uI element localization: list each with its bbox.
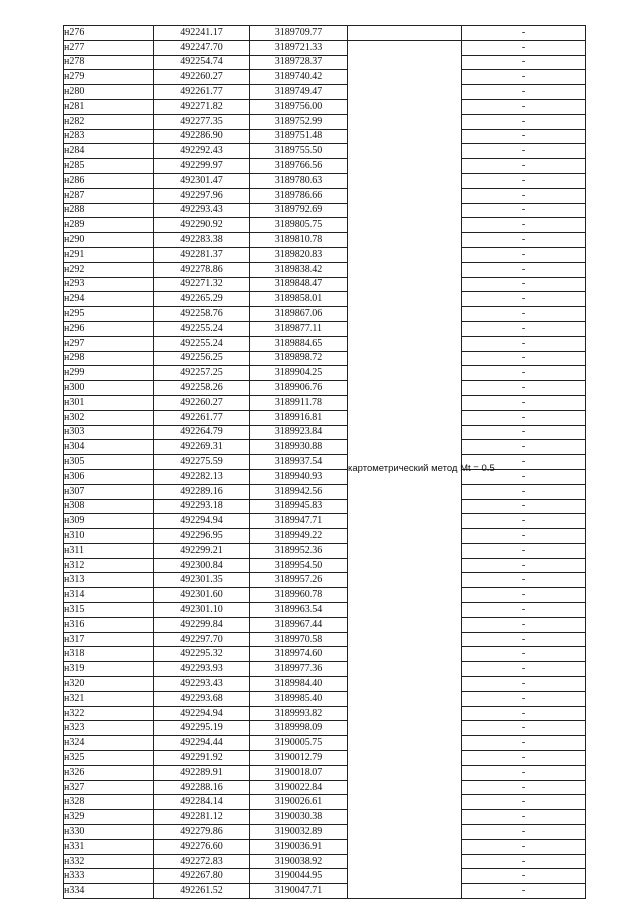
x-coordinate-cell: 492278.86 bbox=[154, 262, 250, 277]
accuracy-cell: - bbox=[462, 159, 586, 174]
table-row bbox=[64, 647, 586, 662]
table-row bbox=[64, 188, 586, 203]
table-row bbox=[64, 262, 586, 277]
table-row bbox=[64, 40, 586, 55]
point-name-cell: н329 bbox=[64, 810, 154, 825]
x-coordinate-cell: 492295.32 bbox=[154, 647, 250, 662]
table-row bbox=[64, 85, 586, 100]
accuracy-cell: - bbox=[462, 869, 586, 884]
point-name-cell: н287 bbox=[64, 188, 154, 203]
accuracy-cell: - bbox=[462, 825, 586, 840]
y-coordinate-cell: 3189957.26 bbox=[250, 573, 348, 588]
table-row bbox=[64, 795, 586, 810]
table-row bbox=[64, 99, 586, 114]
point-name-cell: н304 bbox=[64, 440, 154, 455]
y-coordinate-cell: 3189820.83 bbox=[250, 247, 348, 262]
x-coordinate-cell: 492296.95 bbox=[154, 529, 250, 544]
accuracy-cell: - bbox=[462, 839, 586, 854]
table-row bbox=[64, 218, 586, 233]
point-name-cell: н327 bbox=[64, 780, 154, 795]
point-name-cell: н330 bbox=[64, 825, 154, 840]
point-name-cell: н309 bbox=[64, 514, 154, 529]
point-name-cell: н311 bbox=[64, 543, 154, 558]
table-row bbox=[64, 440, 586, 455]
x-coordinate-cell: 492291.92 bbox=[154, 751, 250, 766]
accuracy-cell: - bbox=[462, 529, 586, 544]
point-name-cell: н291 bbox=[64, 247, 154, 262]
y-coordinate-cell: 3190005.75 bbox=[250, 736, 348, 751]
x-coordinate-cell: 492261.77 bbox=[154, 410, 250, 425]
empty-method-cell bbox=[348, 26, 462, 41]
table-row bbox=[64, 543, 586, 558]
y-coordinate-cell: 3189985.40 bbox=[250, 691, 348, 706]
accuracy-cell: - bbox=[462, 632, 586, 647]
accuracy-cell: - bbox=[462, 99, 586, 114]
point-name-cell: н286 bbox=[64, 173, 154, 188]
table-row bbox=[64, 825, 586, 840]
table-row bbox=[64, 869, 586, 884]
point-name-cell: н283 bbox=[64, 129, 154, 144]
y-coordinate-cell: 3189709.77 bbox=[250, 26, 348, 41]
table-row bbox=[64, 307, 586, 322]
y-coordinate-cell: 3189952.36 bbox=[250, 543, 348, 558]
x-coordinate-cell: 492293.93 bbox=[154, 662, 250, 677]
y-coordinate-cell: 3190032.89 bbox=[250, 825, 348, 840]
accuracy-cell: - bbox=[462, 662, 586, 677]
point-name-cell: н333 bbox=[64, 869, 154, 884]
y-coordinate-cell: 3189728.37 bbox=[250, 55, 348, 70]
point-name-cell: н288 bbox=[64, 203, 154, 218]
table-row bbox=[64, 395, 586, 410]
x-coordinate-cell: 492255.24 bbox=[154, 321, 250, 336]
y-coordinate-cell: 3190036.91 bbox=[250, 839, 348, 854]
accuracy-cell: - bbox=[462, 247, 586, 262]
table-row bbox=[64, 677, 586, 692]
y-coordinate-cell: 3190047.71 bbox=[250, 884, 348, 899]
x-coordinate-cell: 492277.35 bbox=[154, 114, 250, 129]
point-name-cell: н328 bbox=[64, 795, 154, 810]
x-coordinate-cell: 492282.13 bbox=[154, 469, 250, 484]
table-row bbox=[64, 381, 586, 396]
y-coordinate-cell: 3189937.54 bbox=[250, 455, 348, 470]
x-coordinate-cell: 492292.43 bbox=[154, 144, 250, 159]
y-coordinate-cell: 3189848.47 bbox=[250, 277, 348, 292]
point-name-cell: н308 bbox=[64, 499, 154, 514]
x-coordinate-cell: 492294.44 bbox=[154, 736, 250, 751]
x-coordinate-cell: 492267.80 bbox=[154, 869, 250, 884]
table-row bbox=[64, 469, 586, 484]
point-name-cell: н317 bbox=[64, 632, 154, 647]
table-row bbox=[64, 233, 586, 248]
x-coordinate-cell: 492293.68 bbox=[154, 691, 250, 706]
table-row bbox=[64, 529, 586, 544]
y-coordinate-cell: 3189838.42 bbox=[250, 262, 348, 277]
x-coordinate-cell: 492261.52 bbox=[154, 884, 250, 899]
point-name-cell: н301 bbox=[64, 395, 154, 410]
point-name-cell: н290 bbox=[64, 233, 154, 248]
x-coordinate-cell: 492265.29 bbox=[154, 292, 250, 307]
y-coordinate-cell: 3189786.66 bbox=[250, 188, 348, 203]
y-coordinate-cell: 3189911.78 bbox=[250, 395, 348, 410]
x-coordinate-cell: 492301.60 bbox=[154, 588, 250, 603]
accuracy-cell: - bbox=[462, 884, 586, 899]
table-row bbox=[64, 336, 586, 351]
point-name-cell: н289 bbox=[64, 218, 154, 233]
table-row bbox=[64, 558, 586, 573]
y-coordinate-cell: 3189916.81 bbox=[250, 410, 348, 425]
x-coordinate-cell: 492293.18 bbox=[154, 499, 250, 514]
accuracy-cell: - bbox=[462, 173, 586, 188]
accuracy-cell: - bbox=[462, 617, 586, 632]
accuracy-cell: - bbox=[462, 218, 586, 233]
accuracy-cell: - bbox=[462, 588, 586, 603]
x-coordinate-cell: 492294.94 bbox=[154, 706, 250, 721]
table-row bbox=[64, 691, 586, 706]
table-row bbox=[64, 617, 586, 632]
y-coordinate-cell: 3189766.56 bbox=[250, 159, 348, 174]
accuracy-cell: - bbox=[462, 203, 586, 218]
accuracy-cell: - bbox=[462, 736, 586, 751]
y-coordinate-cell: 3190038.92 bbox=[250, 854, 348, 869]
coordinates-table bbox=[63, 25, 586, 899]
table-row bbox=[64, 114, 586, 129]
accuracy-cell: - bbox=[462, 277, 586, 292]
accuracy-cell: - bbox=[462, 469, 586, 484]
x-coordinate-cell: 492260.27 bbox=[154, 395, 250, 410]
x-coordinate-cell: 492300.84 bbox=[154, 558, 250, 573]
accuracy-cell: - bbox=[462, 677, 586, 692]
x-coordinate-cell: 492257.25 bbox=[154, 366, 250, 381]
y-coordinate-cell: 3189756.00 bbox=[250, 99, 348, 114]
point-name-cell: н294 bbox=[64, 292, 154, 307]
accuracy-cell: - bbox=[462, 114, 586, 129]
table-row bbox=[64, 751, 586, 766]
accuracy-cell: - bbox=[462, 795, 586, 810]
y-coordinate-cell: 3189930.88 bbox=[250, 440, 348, 455]
x-coordinate-cell: 492293.43 bbox=[154, 677, 250, 692]
y-coordinate-cell: 3189780.63 bbox=[250, 173, 348, 188]
x-coordinate-cell: 492295.19 bbox=[154, 721, 250, 736]
y-coordinate-cell: 3189867.06 bbox=[250, 307, 348, 322]
y-coordinate-cell: 3189947.71 bbox=[250, 514, 348, 529]
accuracy-cell: - bbox=[462, 647, 586, 662]
x-coordinate-cell: 492299.84 bbox=[154, 617, 250, 632]
accuracy-cell: - bbox=[462, 543, 586, 558]
y-coordinate-cell: 3190030.38 bbox=[250, 810, 348, 825]
accuracy-cell: - bbox=[462, 381, 586, 396]
y-coordinate-cell: 3189998.09 bbox=[250, 721, 348, 736]
accuracy-cell: - bbox=[462, 751, 586, 766]
x-coordinate-cell: 492258.76 bbox=[154, 307, 250, 322]
table-row bbox=[64, 366, 586, 381]
y-coordinate-cell: 3190026.61 bbox=[250, 795, 348, 810]
y-coordinate-cell: 3189898.72 bbox=[250, 351, 348, 366]
table-row bbox=[64, 351, 586, 366]
accuracy-cell: - bbox=[462, 765, 586, 780]
x-coordinate-cell: 492256.25 bbox=[154, 351, 250, 366]
accuracy-cell: - bbox=[462, 440, 586, 455]
point-name-cell: н334 bbox=[64, 884, 154, 899]
point-name-cell: н276 bbox=[64, 26, 154, 41]
accuracy-cell: - bbox=[462, 410, 586, 425]
x-coordinate-cell: 492293.43 bbox=[154, 203, 250, 218]
y-coordinate-cell: 3189963.54 bbox=[250, 603, 348, 618]
accuracy-cell: - bbox=[462, 188, 586, 203]
y-coordinate-cell: 3190012.79 bbox=[250, 751, 348, 766]
accuracy-cell: - bbox=[462, 336, 586, 351]
accuracy-cell: - bbox=[462, 366, 586, 381]
table-row bbox=[64, 173, 586, 188]
y-coordinate-cell: 3189805.75 bbox=[250, 218, 348, 233]
point-name-cell: н331 bbox=[64, 839, 154, 854]
x-coordinate-cell: 492301.47 bbox=[154, 173, 250, 188]
point-name-cell: н310 bbox=[64, 529, 154, 544]
y-coordinate-cell: 3189721.33 bbox=[250, 40, 348, 55]
y-coordinate-cell: 3190022.84 bbox=[250, 780, 348, 795]
y-coordinate-cell: 3189974.60 bbox=[250, 647, 348, 662]
accuracy-cell: - bbox=[462, 810, 586, 825]
table-row bbox=[64, 765, 586, 780]
point-name-cell: н285 bbox=[64, 159, 154, 174]
accuracy-cell: - bbox=[462, 144, 586, 159]
x-coordinate-cell: 492301.10 bbox=[154, 603, 250, 618]
point-name-cell: н326 bbox=[64, 765, 154, 780]
x-coordinate-cell: 492297.96 bbox=[154, 188, 250, 203]
y-coordinate-cell: 3189755.50 bbox=[250, 144, 348, 159]
accuracy-cell: - bbox=[462, 780, 586, 795]
x-coordinate-cell: 492276.60 bbox=[154, 839, 250, 854]
y-coordinate-cell: 3189940.93 bbox=[250, 469, 348, 484]
accuracy-cell: - bbox=[462, 307, 586, 322]
point-name-cell: н324 bbox=[64, 736, 154, 751]
point-name-cell: н322 bbox=[64, 706, 154, 721]
accuracy-cell: - bbox=[462, 603, 586, 618]
accuracy-cell: - bbox=[462, 85, 586, 100]
point-name-cell: н314 bbox=[64, 588, 154, 603]
x-coordinate-cell: 492255.24 bbox=[154, 336, 250, 351]
table-row bbox=[64, 662, 586, 677]
point-name-cell: н307 bbox=[64, 484, 154, 499]
x-coordinate-cell: 492299.97 bbox=[154, 159, 250, 174]
y-coordinate-cell: 3189954.50 bbox=[250, 558, 348, 573]
table-row bbox=[64, 55, 586, 70]
table-row bbox=[64, 514, 586, 529]
point-name-cell: н281 bbox=[64, 99, 154, 114]
table-row bbox=[64, 129, 586, 144]
x-coordinate-cell: 492284.14 bbox=[154, 795, 250, 810]
point-name-cell: н303 bbox=[64, 425, 154, 440]
table-row bbox=[64, 26, 586, 41]
x-coordinate-cell: 492260.27 bbox=[154, 70, 250, 85]
x-coordinate-cell: 492247.70 bbox=[154, 40, 250, 55]
x-coordinate-cell: 492281.12 bbox=[154, 810, 250, 825]
point-name-cell: н279 bbox=[64, 70, 154, 85]
accuracy-cell: - bbox=[462, 484, 586, 499]
y-coordinate-cell: 3189967.44 bbox=[250, 617, 348, 632]
point-name-cell: н332 bbox=[64, 854, 154, 869]
point-name-cell: н292 bbox=[64, 262, 154, 277]
point-name-cell: н305 bbox=[64, 455, 154, 470]
table-row bbox=[64, 277, 586, 292]
point-name-cell: н293 bbox=[64, 277, 154, 292]
accuracy-cell: - bbox=[462, 395, 586, 410]
x-coordinate-cell: 492271.82 bbox=[154, 99, 250, 114]
accuracy-cell: - bbox=[462, 455, 586, 470]
point-name-cell: н323 bbox=[64, 721, 154, 736]
table-row bbox=[64, 884, 586, 899]
y-coordinate-cell: 3189904.25 bbox=[250, 366, 348, 381]
table-row bbox=[64, 632, 586, 647]
x-coordinate-cell: 492289.16 bbox=[154, 484, 250, 499]
table-row bbox=[64, 70, 586, 85]
table-row bbox=[64, 455, 586, 470]
x-coordinate-cell: 492258.26 bbox=[154, 381, 250, 396]
accuracy-cell: - bbox=[462, 262, 586, 277]
x-coordinate-cell: 492261.77 bbox=[154, 85, 250, 100]
accuracy-cell: - bbox=[462, 233, 586, 248]
x-coordinate-cell: 492241.17 bbox=[154, 26, 250, 41]
accuracy-cell: - bbox=[462, 558, 586, 573]
table-row bbox=[64, 484, 586, 499]
point-name-cell: н319 bbox=[64, 662, 154, 677]
point-name-cell: н297 bbox=[64, 336, 154, 351]
x-coordinate-cell: 492294.94 bbox=[154, 514, 250, 529]
table-row bbox=[64, 144, 586, 159]
y-coordinate-cell: 3189877.11 bbox=[250, 321, 348, 336]
accuracy-cell: - bbox=[462, 55, 586, 70]
table-row bbox=[64, 854, 586, 869]
x-coordinate-cell: 492290.92 bbox=[154, 218, 250, 233]
y-coordinate-cell: 3189740.42 bbox=[250, 70, 348, 85]
table-row bbox=[64, 780, 586, 795]
point-name-cell: н315 bbox=[64, 603, 154, 618]
coordinates-table-body bbox=[64, 26, 586, 899]
y-coordinate-cell: 3189858.01 bbox=[250, 292, 348, 307]
x-coordinate-cell: 492299.21 bbox=[154, 543, 250, 558]
point-name-cell: н278 bbox=[64, 55, 154, 70]
accuracy-cell: - bbox=[462, 573, 586, 588]
point-name-cell: н321 bbox=[64, 691, 154, 706]
x-coordinate-cell: 492297.70 bbox=[154, 632, 250, 647]
point-name-cell: н313 bbox=[64, 573, 154, 588]
accuracy-cell: - bbox=[462, 854, 586, 869]
y-coordinate-cell: 3189923.84 bbox=[250, 425, 348, 440]
accuracy-cell: - bbox=[462, 321, 586, 336]
table-row bbox=[64, 810, 586, 825]
point-name-cell: н277 bbox=[64, 40, 154, 55]
y-coordinate-cell: 3189884.65 bbox=[250, 336, 348, 351]
x-coordinate-cell: 492279.86 bbox=[154, 825, 250, 840]
x-coordinate-cell: 492269.31 bbox=[154, 440, 250, 455]
accuracy-cell: - bbox=[462, 351, 586, 366]
x-coordinate-cell: 492288.16 bbox=[154, 780, 250, 795]
x-coordinate-cell: 492289.91 bbox=[154, 765, 250, 780]
x-coordinate-cell: 492283.38 bbox=[154, 233, 250, 248]
y-coordinate-cell: 3190018.07 bbox=[250, 765, 348, 780]
table-row bbox=[64, 292, 586, 307]
table-row bbox=[64, 410, 586, 425]
point-name-cell: н325 bbox=[64, 751, 154, 766]
x-coordinate-cell: 492275.59 bbox=[154, 455, 250, 470]
y-coordinate-cell: 3189942.56 bbox=[250, 484, 348, 499]
y-coordinate-cell: 3189960.78 bbox=[250, 588, 348, 603]
table-row bbox=[64, 706, 586, 721]
point-name-cell: н302 bbox=[64, 410, 154, 425]
y-coordinate-cell: 3189984.40 bbox=[250, 677, 348, 692]
y-coordinate-cell: 3189993.82 bbox=[250, 706, 348, 721]
method-cell: картометрический метод Mt = 0.5 bbox=[348, 40, 462, 898]
x-coordinate-cell: 492271.32 bbox=[154, 277, 250, 292]
y-coordinate-cell: 3189906.76 bbox=[250, 381, 348, 396]
y-coordinate-cell: 3189949.22 bbox=[250, 529, 348, 544]
accuracy-cell: - bbox=[462, 721, 586, 736]
accuracy-cell: - bbox=[462, 499, 586, 514]
x-coordinate-cell: 492301.35 bbox=[154, 573, 250, 588]
point-name-cell: н295 bbox=[64, 307, 154, 322]
accuracy-cell: - bbox=[462, 514, 586, 529]
accuracy-cell: - bbox=[462, 129, 586, 144]
point-name-cell: н298 bbox=[64, 351, 154, 366]
table-row bbox=[64, 603, 586, 618]
point-name-cell: н299 bbox=[64, 366, 154, 381]
point-name-cell: н300 bbox=[64, 381, 154, 396]
x-coordinate-cell: 492272.83 bbox=[154, 854, 250, 869]
accuracy-cell: - bbox=[462, 292, 586, 307]
y-coordinate-cell: 3190044.95 bbox=[250, 869, 348, 884]
accuracy-cell: - bbox=[462, 26, 586, 41]
accuracy-cell: - bbox=[462, 70, 586, 85]
table-row bbox=[64, 203, 586, 218]
point-name-cell: н306 bbox=[64, 469, 154, 484]
point-name-cell: н296 bbox=[64, 321, 154, 336]
y-coordinate-cell: 3189749.47 bbox=[250, 85, 348, 100]
y-coordinate-cell: 3189977.36 bbox=[250, 662, 348, 677]
table-row bbox=[64, 839, 586, 854]
table-row bbox=[64, 159, 586, 174]
accuracy-cell: - bbox=[462, 691, 586, 706]
table-row bbox=[64, 499, 586, 514]
table-row bbox=[64, 573, 586, 588]
table-row bbox=[64, 247, 586, 262]
point-name-cell: н282 bbox=[64, 114, 154, 129]
point-name-cell: н320 bbox=[64, 677, 154, 692]
point-name-cell: н318 bbox=[64, 647, 154, 662]
point-name-cell: н316 bbox=[64, 617, 154, 632]
y-coordinate-cell: 3189751.48 bbox=[250, 129, 348, 144]
table-row bbox=[64, 721, 586, 736]
y-coordinate-cell: 3189752.99 bbox=[250, 114, 348, 129]
y-coordinate-cell: 3189945.83 bbox=[250, 499, 348, 514]
accuracy-cell: - bbox=[462, 425, 586, 440]
point-name-cell: н284 bbox=[64, 144, 154, 159]
table-row bbox=[64, 736, 586, 751]
x-coordinate-cell: 492254.74 bbox=[154, 55, 250, 70]
accuracy-cell: - bbox=[462, 706, 586, 721]
x-coordinate-cell: 492286.90 bbox=[154, 129, 250, 144]
x-coordinate-cell: 492281.37 bbox=[154, 247, 250, 262]
point-name-cell: н280 bbox=[64, 85, 154, 100]
accuracy-cell: - bbox=[462, 40, 586, 55]
point-name-cell: н312 bbox=[64, 558, 154, 573]
y-coordinate-cell: 3189810.78 bbox=[250, 233, 348, 248]
x-coordinate-cell: 492264.79 bbox=[154, 425, 250, 440]
table-row bbox=[64, 321, 586, 336]
y-coordinate-cell: 3189970.58 bbox=[250, 632, 348, 647]
y-coordinate-cell: 3189792.69 bbox=[250, 203, 348, 218]
table-row bbox=[64, 588, 586, 603]
table-row bbox=[64, 425, 586, 440]
